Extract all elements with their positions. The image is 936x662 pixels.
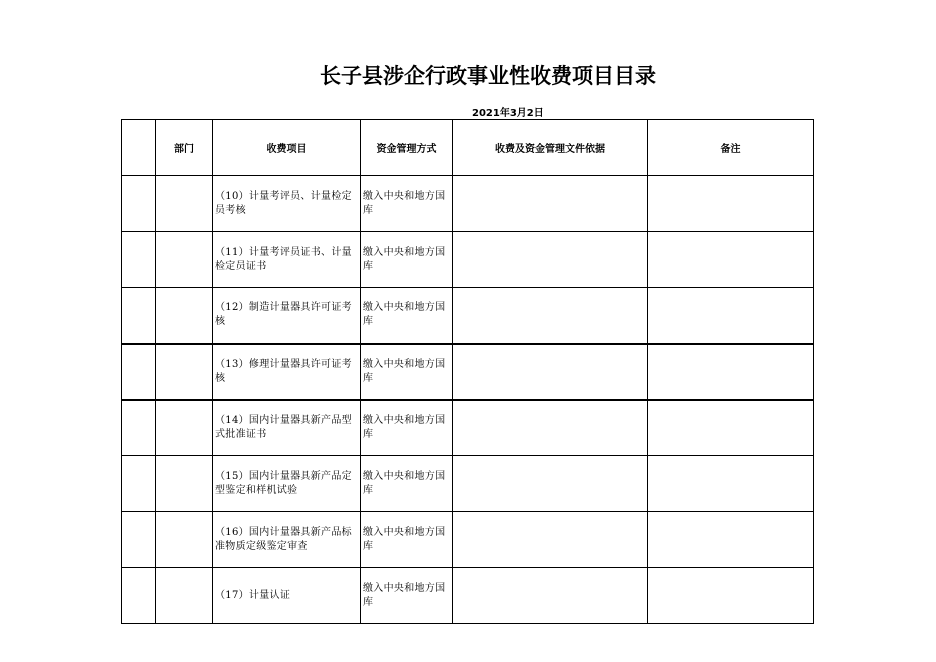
cell-fund-management: 缴入中央和地方国库	[361, 288, 453, 344]
cell-index	[122, 512, 156, 568]
cell-fund-management: 缴入中央和地方国库	[361, 344, 453, 400]
cell-fund-management: 缴入中央和地方国库	[361, 176, 453, 232]
cell-remarks	[648, 344, 814, 400]
cell-department	[156, 568, 213, 624]
table-row	[122, 456, 814, 512]
cell-index	[122, 456, 156, 512]
cell-fee-item: （17）计量认证	[213, 568, 361, 624]
cell-department	[156, 288, 213, 344]
cell-index	[122, 344, 156, 400]
header-fund-management: 资金管理方式	[361, 120, 453, 176]
cell-basis	[453, 400, 648, 456]
table-header-row	[122, 120, 814, 176]
cell-index	[122, 176, 156, 232]
header-remarks: 备注	[648, 120, 814, 176]
cell-department	[156, 176, 213, 232]
cell-fund-management: 缴入中央和地方国库	[361, 568, 453, 624]
cell-basis	[453, 568, 648, 624]
cell-department	[156, 512, 213, 568]
document-title: 长子县涉企行政事业性收费项目目录	[320, 63, 656, 88]
cell-fund-management: 缴入中央和地方国库	[361, 400, 453, 456]
cell-fee-item: （14）国内计量器具新产品型式批准证书	[213, 400, 361, 456]
cell-fund-management: 缴入中央和地方国库	[361, 456, 453, 512]
document-date: 2021年3月2日	[472, 108, 544, 119]
cell-remarks	[648, 456, 814, 512]
cell-fee-item: （10）计量考评员、计量检定员考核	[213, 176, 361, 232]
table-row	[122, 512, 814, 568]
table-row	[122, 288, 814, 344]
header-basis: 收费及资金管理文件依据	[453, 120, 648, 176]
cell-remarks	[648, 288, 814, 344]
cell-basis	[453, 344, 648, 400]
header-fee-item: 收费项目	[213, 120, 361, 176]
table-row	[122, 232, 814, 288]
cell-basis	[453, 176, 648, 232]
cell-fee-item: （15）国内计量器具新产品定型鉴定和样机试验	[213, 456, 361, 512]
cell-index	[122, 288, 156, 344]
header-index	[122, 120, 156, 176]
cell-fund-management: 缴入中央和地方国库	[361, 512, 453, 568]
table-row	[122, 176, 814, 232]
cell-fee-item: （12）制造计量器具许可证考核	[213, 288, 361, 344]
cell-remarks	[648, 176, 814, 232]
cell-remarks	[648, 232, 814, 288]
cell-basis	[453, 456, 648, 512]
cell-basis	[453, 232, 648, 288]
table-row	[122, 400, 814, 456]
cell-remarks	[648, 400, 814, 456]
cell-remarks	[648, 512, 814, 568]
header-department: 部门	[156, 120, 213, 176]
table-row	[122, 568, 814, 624]
cell-department	[156, 456, 213, 512]
cell-index	[122, 400, 156, 456]
cell-fee-item: （13）修理计量器具许可证考核	[213, 344, 361, 400]
cell-basis	[453, 512, 648, 568]
cell-department	[156, 344, 213, 400]
table-row	[122, 344, 814, 400]
cell-fund-management: 缴入中央和地方国库	[361, 232, 453, 288]
cell-basis	[453, 288, 648, 344]
cell-remarks	[648, 568, 814, 624]
cell-fee-item: （16）国内计量器具新产品标准物质定级鉴定审查	[213, 512, 361, 568]
cell-index	[122, 568, 156, 624]
fee-catalog-table	[121, 119, 814, 624]
cell-department	[156, 400, 213, 456]
cell-index	[122, 232, 156, 288]
cell-department	[156, 232, 213, 288]
cell-fee-item: （11）计量考评员证书、计量检定员证书	[213, 232, 361, 288]
